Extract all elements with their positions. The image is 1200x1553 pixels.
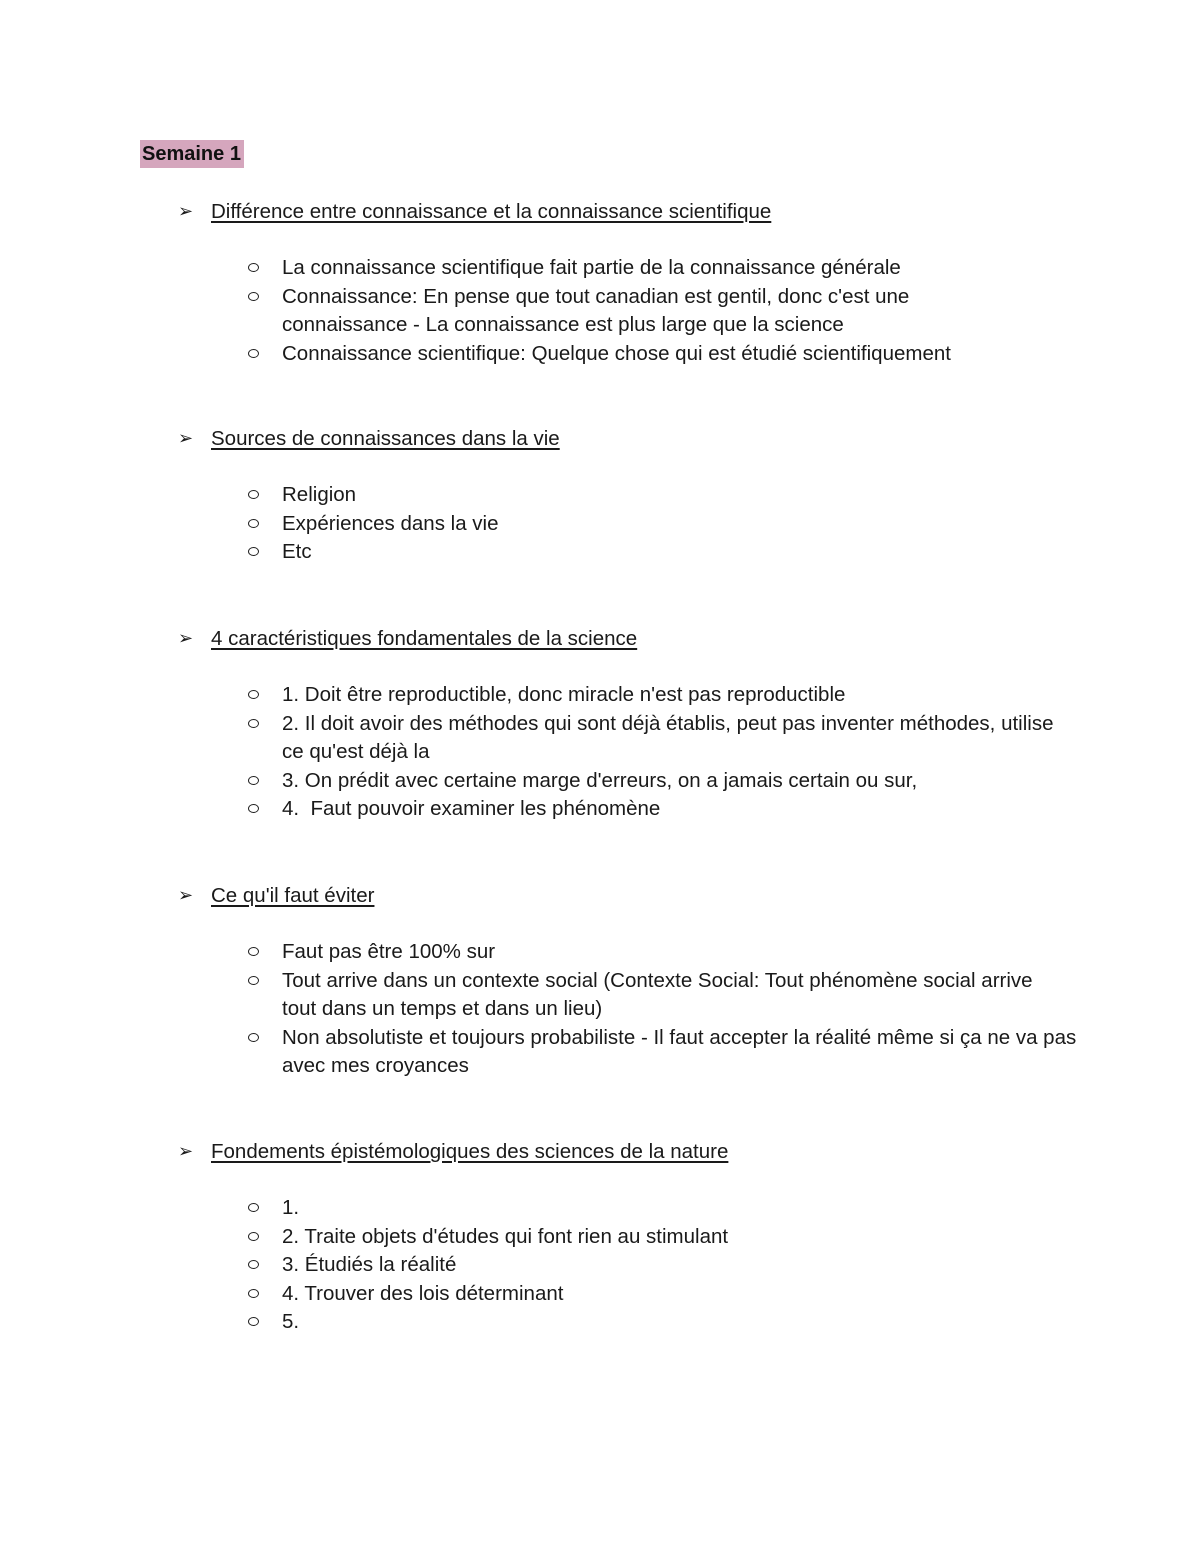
bullet-list (178, 938, 1082, 1081)
page-title: Semaine 1 (140, 140, 244, 168)
section-heading (178, 424, 1078, 454)
circle-bullet-icon (248, 547, 259, 556)
list-item-text: Religion (282, 483, 357, 506)
circle-bullet-icon (248, 1317, 259, 1326)
bullet-list (178, 481, 1078, 567)
list-item-text: Connaissance scientifique: Quelque chose qui est étudié scientifiquement (282, 341, 951, 365)
list-item (178, 1280, 1082, 1309)
circle-bullet-icon (248, 1033, 259, 1042)
circle-bullet-icon (248, 804, 259, 813)
list-item-text: 1. Doit être reproductible, donc miracle n'est pas reproductible (282, 683, 846, 706)
list-item-text: La connaissance scientifique fait partie de la connaissance générale (282, 256, 901, 279)
section-characteristics (178, 624, 1078, 824)
circle-bullet-icon (248, 490, 259, 499)
bullet-list (178, 254, 1078, 368)
list-item-text: 2. Il doit avoir des méthodes qui sont déjà établis, peut pas inventer méthodes, utilise ce qu'est déjà la (282, 711, 1060, 763)
bullet-list (178, 681, 1078, 824)
circle-bullet-icon (248, 690, 259, 699)
section-sources (178, 424, 1078, 567)
section-heading (178, 1137, 1078, 1167)
list-item (178, 967, 1052, 1024)
list-item (178, 510, 1082, 539)
list-item-text: 1. (282, 1196, 300, 1219)
bullet-list (178, 1194, 1078, 1337)
list-item (178, 1223, 1082, 1252)
section-heading-text: 4 caractéristiques fondamentales de la science (211, 627, 638, 650)
list-item (178, 1308, 1082, 1337)
circle-bullet-icon (248, 519, 259, 528)
list-item-text: Etc (282, 540, 312, 563)
list-item (178, 767, 1082, 796)
circle-bullet-icon (248, 719, 259, 728)
list-item (178, 795, 1082, 824)
list-item (178, 681, 1082, 710)
circle-bullet-icon (248, 776, 259, 785)
circle-bullet-icon (248, 292, 259, 301)
section-heading-text: Différence entre connaissance et la connaissance scientifique (211, 200, 772, 223)
list-item-text: Tout arrive dans un contexte social (Contexte Social: Tout phénomène social arrive tout dans un temps et dans un lieu) (282, 968, 1039, 1020)
circle-bullet-icon (248, 976, 259, 985)
list-item-text: 4. Faut pouvoir examiner les phénomène (282, 797, 661, 820)
arrow-bullet-icon: ➢ (178, 1141, 194, 1162)
section-heading-text: Ce qu'il faut éviter (211, 884, 375, 907)
list-item-text: Faut pas être 100% sur (282, 940, 496, 963)
list-item-text: Expériences dans la vie (282, 511, 499, 535)
list-item (178, 1251, 1082, 1280)
section-heading-text: Sources de connaissances dans la vie (211, 427, 560, 450)
circle-bullet-icon (248, 263, 259, 272)
list-item-text: Non absolutiste et toujours probabiliste - Il faut accepter la réalité même si ça ne va pas avec mes croyances (282, 1025, 1082, 1077)
list-item (178, 481, 1082, 510)
list-item (178, 1194, 1082, 1223)
list-item (178, 538, 1082, 567)
arrow-bullet-icon: ➢ (178, 428, 194, 449)
list-item (178, 938, 1082, 967)
circle-bullet-icon (248, 1289, 259, 1298)
section-foundations (178, 1137, 1078, 1337)
section-heading (178, 197, 1078, 227)
section-heading-text: Fondements épistémologiques des sciences de la nature (211, 1140, 729, 1163)
circle-bullet-icon (248, 1203, 259, 1212)
section-heading (178, 624, 1078, 654)
list-item (178, 710, 1062, 767)
list-item (178, 1024, 1092, 1081)
list-item-text: 4. Trouver des lois déterminant (282, 1281, 564, 1305)
list-item-text: 3. On prédit avec certaine marge d'erreurs, on a jamais certain ou sur, (282, 768, 918, 792)
list-item-text: 3. Étudiés la réalité (282, 1253, 457, 1276)
list-item (178, 254, 1082, 283)
list-item (178, 283, 982, 340)
list-item-text: 2. Traite objets d'études qui font rien au stimulant (282, 1224, 729, 1248)
arrow-bullet-icon: ➢ (178, 628, 194, 649)
section-difference (178, 197, 1078, 368)
section-avoid (178, 881, 1082, 1081)
circle-bullet-icon (248, 1260, 259, 1269)
circle-bullet-icon (248, 1232, 259, 1241)
section-heading (178, 881, 1078, 911)
arrow-bullet-icon: ➢ (178, 885, 194, 906)
list-item-text: Connaissance: En pense que tout canadian est gentil, donc c'est une connaissance - La connaissance est plus large que la science (282, 284, 916, 336)
list-item (178, 340, 1082, 369)
arrow-bullet-icon: ➢ (178, 201, 194, 222)
circle-bullet-icon (248, 947, 259, 956)
list-item-text: 5. (282, 1310, 300, 1333)
circle-bullet-icon (248, 349, 259, 358)
